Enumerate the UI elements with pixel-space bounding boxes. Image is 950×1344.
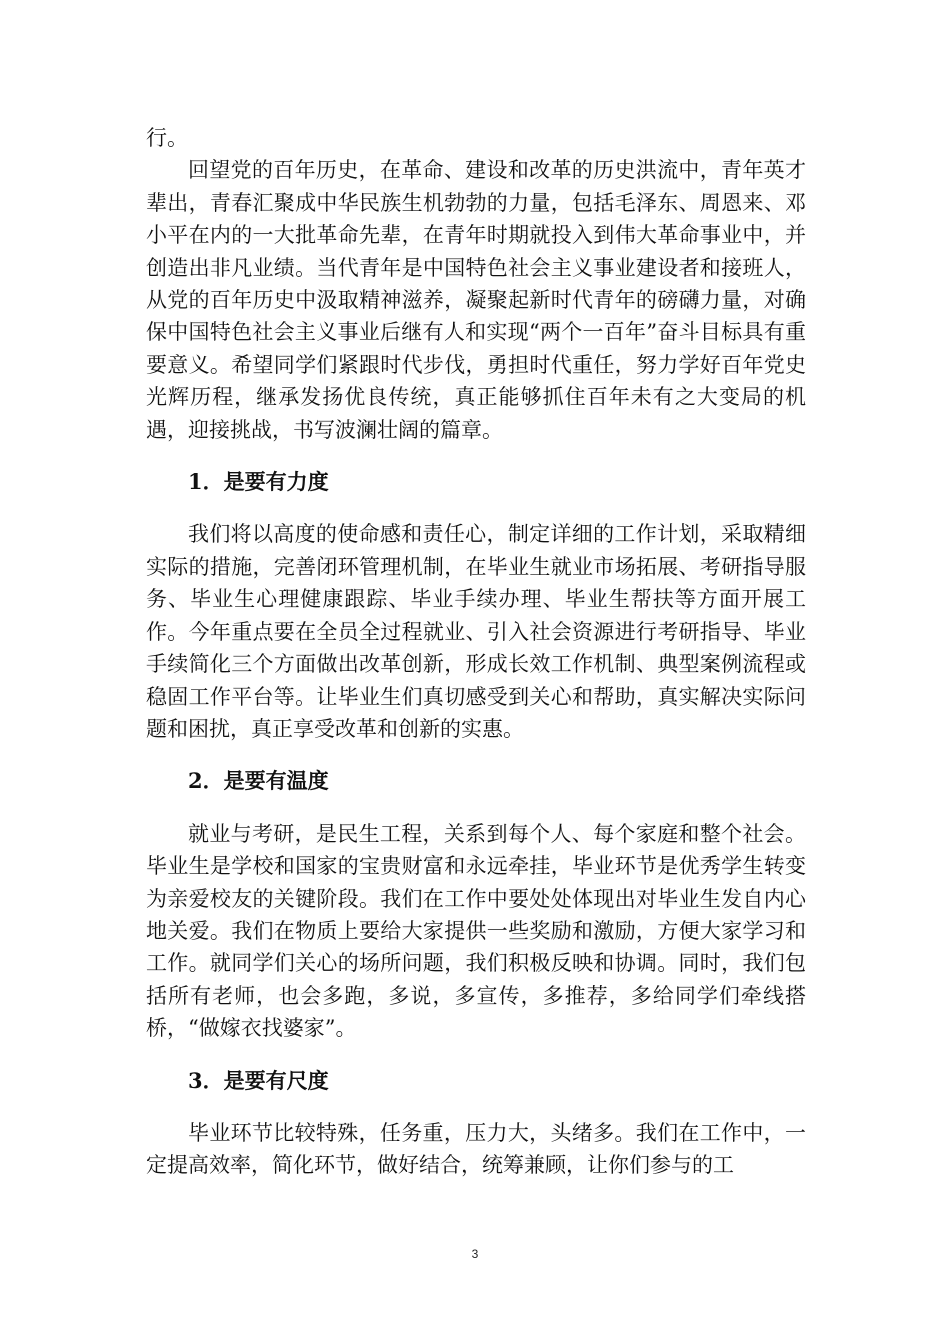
spacer bbox=[146, 798, 806, 818]
section-heading-2: 2．是要有温度 bbox=[188, 768, 329, 794]
paragraph-warmth: 就业与考研，是民生工程，关系到每个人、每个家庭和整个社会。毕业生是学校和国家的宝贵财富和永远牵挂，毕业环节是优秀学生转变为亲爱校友的关键阶段。我们在工作中要处处体现出对毕业生发自内心地关爱。我们在物质上要给大家提供一些奖励和激励，方便大家学习和工作。就同学们关心的场所问题，我们积极反映和协调。同时，我们包括所有老师，也会多跑，多说，多宣传，多推荐，多给同学们牵线搭桥，“做嫁衣找婆家”。 bbox=[146, 821, 806, 1041]
paragraph-continuation: 行。 bbox=[146, 126, 188, 150]
page-number: 3 bbox=[471, 1247, 479, 1261]
paragraph-measure: 毕业环节比较特殊，任务重，压力大，头绪多。我们在工作中，一定提高效率，简化环节，做好结合，统筹兼顾，让你们参与的工 bbox=[146, 1120, 806, 1178]
section-heading-1: 1．是要有力度 bbox=[188, 469, 329, 495]
paragraph-strength: 我们将以高度的使命感和责任心，制定详细的工作计划，采取精细实际的措施，完善闭环管理机制，在毕业生就业市场拓展、考研指导服务、毕业生心理健康跟踪、毕业手续办理、毕业生帮扶等方面开展工作。今年重点要在全员全过程就业、引入社会资源进行考研指导、毕业手续简化三个方面做出改革创新，形成长效工作机制、典型案例流程或稳固工作平台等。让毕业生们真切感受到关心和帮助，真实解决实际问题和困扰，真正享受改革和创新的实惠。 bbox=[146, 522, 806, 741]
spacer bbox=[146, 1097, 806, 1117]
spacer bbox=[146, 1045, 806, 1065]
spacer bbox=[146, 498, 806, 518]
section-heading-3: 3．是要有尺度 bbox=[188, 1067, 329, 1093]
paragraph-party-history: 回望党的百年历史，在革命、建设和改革的历史洪流中，青年英才辈出，青春汇聚成中华民族生机勃勃的力量，包括毛泽东、周恩来、邓小平在内的一大批革命先辈，在青年时期就投入到伟大革命事业中，并创造出非凡业绩。当代青年是中国特色社会主义事业建设者和接班人，从党的百年历史中汲取精神滋养，凝聚起新时代青年的磅礴力量，对确保中国特色社会主义事业后继有人和实现“两个一百年”奋斗目标具有重要意义。希望同学们紧跟时代步伐，勇担时代重任，努力学好百年党史光辉历程，继承发扬优良传统，真正能够抓住百年未有之大变局的机遇，迎接挑战，书写波澜壮阔的篇章。 bbox=[146, 158, 806, 442]
spacer bbox=[146, 745, 806, 765]
spacer bbox=[146, 446, 806, 466]
page-body bbox=[146, 122, 806, 1182]
